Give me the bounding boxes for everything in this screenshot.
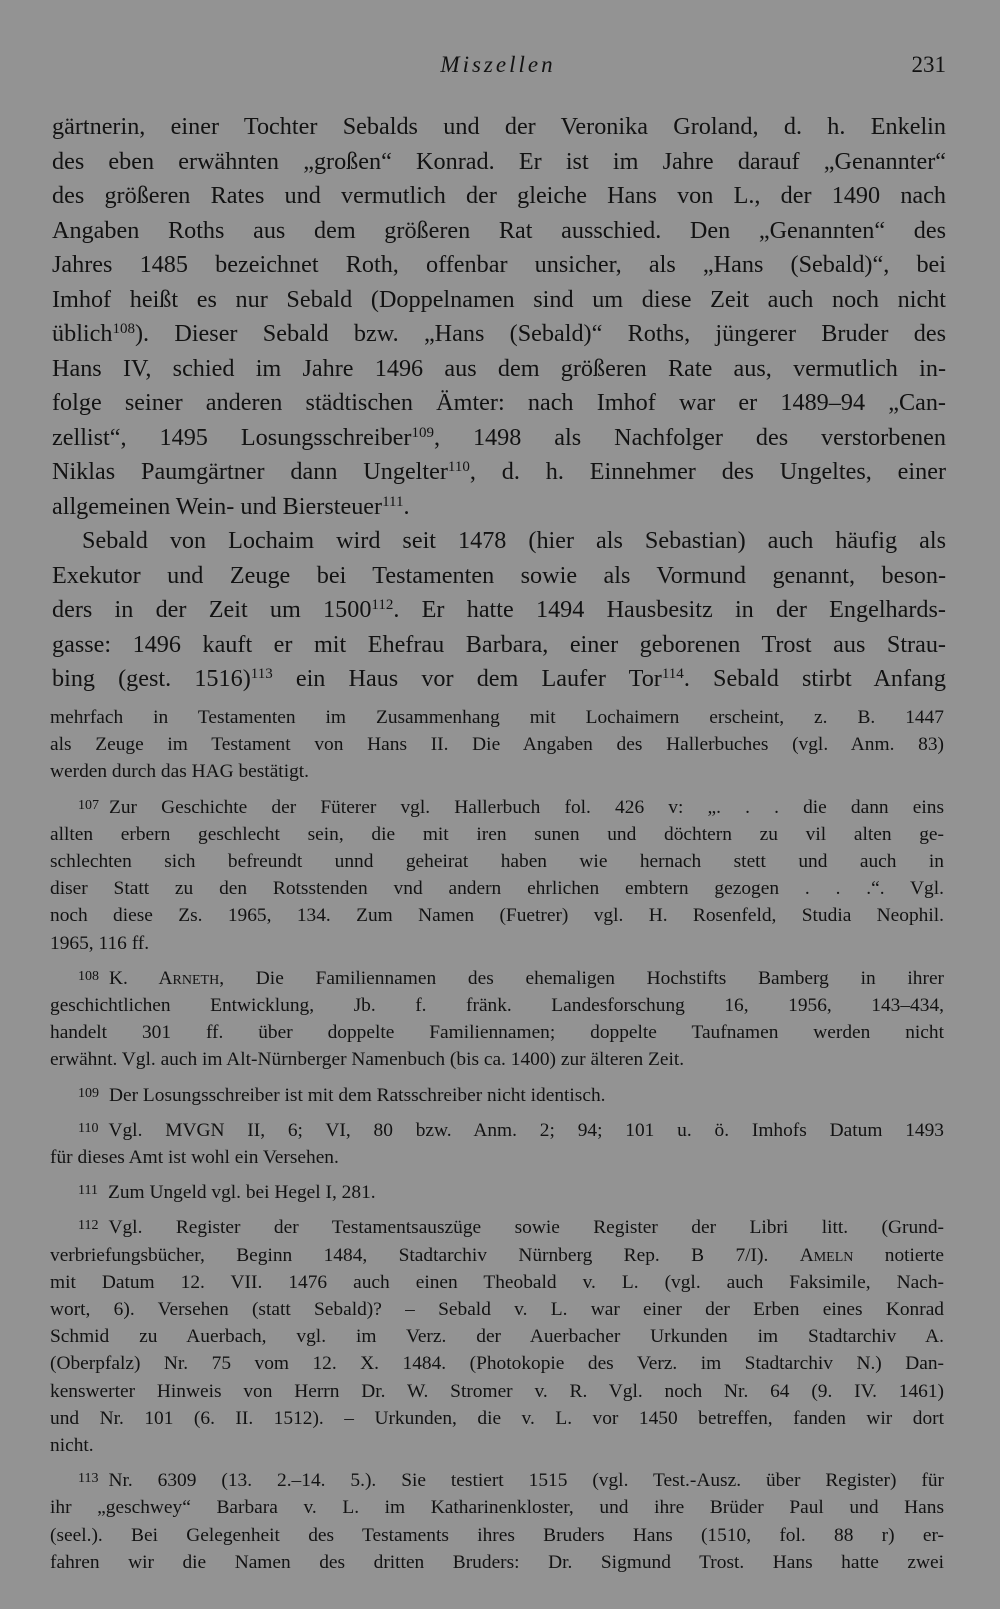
- text-run: Niklas Paumgärtner dann Ungelter: [52, 458, 448, 485]
- body-line: [52, 559, 946, 594]
- running-title: Miszellen: [440, 52, 556, 77]
- footnotes: [50, 704, 944, 1576]
- footnote-number: 112: [78, 1218, 99, 1234]
- body-line: [52, 317, 946, 352]
- body-line: [52, 593, 946, 628]
- text-run: Exekutor und Zeuge bei Testamenten sowie als Vormund genannt, beson-: [52, 561, 946, 589]
- footnote-start-line: [50, 1212, 944, 1241]
- text-run: mit Datum 12. VII. 1476 auch einen Theobald v. L. (vgl. auch Faksimile, Nach-: [50, 1271, 944, 1293]
- body-line: [52, 421, 946, 456]
- text-run: erwähnt. Vgl. auch im Alt-Nürnberger Namenbuch (bis ca. 1400) zur älteren Zeit.: [50, 1049, 685, 1071]
- text-run: Angaben Roths aus dem größeren Rat ausschied. Den „Genannten“ des: [52, 216, 946, 244]
- footnote-start-line: [50, 963, 944, 992]
- body-line: [52, 110, 946, 145]
- footnote-number: 108: [78, 968, 99, 984]
- page-number: 231: [911, 52, 946, 77]
- footnote-number: 111: [78, 1183, 98, 1199]
- text-run: üblich: [52, 320, 113, 347]
- text-run: als Zeuge im Testament von Hans II. Die Angaben des Hallerbuches (vgl. Anm. 83): [50, 734, 944, 756]
- text-run: , d. h. Einnehmer des Ungeltes, einer: [469, 458, 946, 485]
- text-run: Vgl. MVGN II, 6; VI, 80 bzw. Anm. 2; 94; 101 u. ö. Imhofs Datum 1493: [108, 1119, 944, 1141]
- footnote-line: [50, 848, 944, 875]
- text-run: ders in der Zeit um 1500: [52, 596, 372, 623]
- text-run: Zum Ungeld vgl. bei Hegel I, 281.: [107, 1182, 376, 1204]
- footnote-line: [50, 758, 944, 785]
- text-run: mehrfach in Testamenten im Zusammenhang mit Lochaimern erscheint, z. B. 1447: [50, 707, 944, 728]
- footnote-line: [50, 992, 944, 1019]
- footnote-ref: 108: [112, 321, 135, 337]
- text-run: . Er hatte 1494 Hausbesitz in der Engelhards-: [393, 596, 946, 623]
- text-run: .: [403, 492, 410, 520]
- footnote-line: [50, 902, 944, 929]
- footnote-line: [50, 1350, 944, 1377]
- footnote-ref: 113: [250, 666, 273, 682]
- text-run: allten erbern geschlecht sein, die mit iren sunen und döchtern zu vil alten ge-: [50, 823, 944, 845]
- text-run: diser Statt zu den Rotsstenden vnd andern ehrlichen embtern gezogen . . .“. Vgl.: [50, 878, 944, 900]
- footnote-line: [50, 1494, 944, 1521]
- running-head: [50, 52, 946, 86]
- text-run: Jahres 1485 bezeichnet Roth, offenbar unsicher, als „Hans (Sebald)“, bei: [52, 251, 946, 278]
- text-run: Imhof heißt es nur Sebald (Doppelnamen sind um diese Zeit auch noch nicht: [52, 285, 946, 313]
- footnote-line: [50, 875, 944, 902]
- text-run: bing (gest. 1516): [52, 665, 251, 692]
- body-line: [52, 145, 946, 180]
- body-line: [52, 248, 946, 283]
- footnote-number: 109: [78, 1085, 99, 1101]
- text-run: , Die Familiennamen des ehemaligen Hochstifts Bamberg in ihrer: [219, 967, 945, 989]
- footnote-line: [50, 1405, 944, 1432]
- text-run: Zur Geschichte der Füterer vgl. Hallerbuch fol. 426 v: „. . . die dann eins: [109, 796, 944, 818]
- text-run: allgemeinen Wein- und Biersteuer: [52, 492, 383, 520]
- text-run: des eben erwähnten „großen“ Konrad. Er ist im Jahre darauf „Genannter“: [52, 147, 946, 175]
- footnote-ref: 114: [661, 666, 684, 682]
- footnote-ref: 111: [382, 493, 404, 510]
- text-run: kenswerter Hinweis von Herrn Dr. W. Stromer v. R. Vgl. noch Nr. 64 (9. IV. 1461): [50, 1380, 944, 1402]
- text-run: Hans IV, schied im Jahre 1496 aus dem größeren Rate aus, vermutlich in-: [52, 354, 946, 382]
- footnote-line: [50, 1046, 944, 1073]
- footnote-line: [50, 1242, 944, 1269]
- text-run: und Nr. 101 (6. II. 1512). – Urkunden, die v. L. vor 1450 betreffen, fanden wir dort: [50, 1407, 944, 1429]
- body-line: [52, 179, 946, 214]
- body-line: [52, 490, 946, 525]
- text-run: folge seiner anderen städtischen Ämter: nach Imhof war er 1489–94 „Can-: [52, 389, 946, 416]
- footnote-line: [50, 1432, 944, 1459]
- footnote-start-line: [50, 1115, 944, 1144]
- footnote-start-line: [50, 792, 944, 821]
- footnote-line: [50, 1296, 944, 1323]
- text-run: für dieses Amt ist wohl ein Versehen.: [50, 1147, 339, 1169]
- text-run: fahren wir die Namen des dritten Bruders: Dr. Sigmund Trost. Hans hatte zwei: [50, 1551, 944, 1573]
- footnote-number: 113: [78, 1471, 99, 1487]
- footnote-ref: 112: [371, 597, 394, 613]
- body-text: [52, 110, 946, 697]
- footnote-line: [50, 1378, 944, 1405]
- text-run: handelt 301 ff. über doppelte Familiennamen; doppelte Taufnamen werden nicht: [50, 1022, 944, 1044]
- text-run: noch diese Zs. 1965, 134. Zum Namen (Fuetrer) vgl. H. Rosenfeld, Studia Neophil.: [50, 905, 944, 927]
- text-run: notierte: [853, 1244, 944, 1266]
- text-run: Schmid zu Auerbach, vgl. im Verz. der Auerbacher Urkunden im Stadtarchiv A.: [50, 1326, 944, 1348]
- text-run: geschichtlichen Entwicklung, Jb. f. fränk. Landesforschung 16, 1956, 143–434,: [50, 995, 944, 1017]
- body-line: [52, 662, 946, 697]
- text-run: ein Haus vor dem Laufer Tor: [272, 665, 662, 692]
- body-line: [52, 628, 946, 663]
- footnote-number: 110: [78, 1120, 99, 1136]
- body-line: [52, 283, 946, 318]
- text-run: 1965, 116 ff.: [50, 932, 150, 954]
- text-run: Sebald von Lochaim wird seit 1478 (hier als Sebastian) auch häufig als: [82, 527, 946, 554]
- text-run: nicht.: [50, 1435, 94, 1457]
- body-line: [52, 352, 946, 387]
- footnote-line: [50, 821, 944, 848]
- text-run: zellist“, 1495 Losungsschreiber: [52, 423, 412, 451]
- footnote-start-line: [50, 1465, 944, 1494]
- text-run: gärtnerin, einer Tochter Sebalds und der Veronika Groland, d. h. Enkelin: [52, 113, 946, 140]
- text-run: ). Dieser Sebald bzw. „Hans (Sebald)“ Roths, jüngerer Bruder des: [134, 320, 946, 347]
- footnote-line: [50, 704, 944, 731]
- footnote-line: [50, 1323, 944, 1350]
- footnote-line: [50, 1522, 944, 1549]
- body-line: [52, 524, 946, 559]
- text-run: Vgl. Register der Testamentsauszüge sowie Register der Libri litt. (Grund-: [108, 1217, 944, 1239]
- footnote-line: [50, 731, 944, 758]
- footnote-line: [50, 1269, 944, 1296]
- text-run: Der Losungsschreiber ist mit dem Ratsschreiber nicht identisch.: [109, 1084, 606, 1106]
- text-run: werden durch das HAG bestätigt.: [50, 761, 310, 783]
- body-line: [52, 386, 946, 421]
- footnote-line: [50, 1019, 944, 1046]
- footnote-number: 107: [78, 797, 99, 813]
- author-name: Ameln: [799, 1244, 854, 1266]
- footnote-start-line: [50, 1177, 944, 1206]
- footnote-line: [50, 1144, 944, 1171]
- text-run: (seel.). Bei Gelegenheit des Testaments ihres Bruders Hans (1510, fol. 88 r) er-: [50, 1524, 944, 1546]
- author-name: K. Arneth: [109, 967, 220, 989]
- text-run: verbriefungsbücher, Beginn 1484, Stadtarchiv Nürnberg Rep. B 7/I).: [50, 1244, 800, 1266]
- text-run: gasse: 1496 kauft er mit Ehefrau Barbara, einer geborenen Trost aus Strau-: [52, 630, 946, 658]
- text-run: Nr. 6309 (13. 2.–14. 5.). Sie testiert 1515 (vgl. Test.-Ausz. über Register) für: [108, 1470, 944, 1492]
- footnote-start-line: [50, 1080, 944, 1109]
- text-run: ihr „geschwey“ Barbara v. L. im Katharinenkloster, und ihre Brüder Paul und Hans: [50, 1497, 944, 1519]
- footnote-line: [50, 930, 944, 957]
- text-run: (Oberpfalz) Nr. 75 vom 12. X. 1484. (Photokopie des Verz. im Stadtarchiv N.) Dan-: [50, 1353, 944, 1375]
- text-run: . Sebald stirbt Anfang: [683, 665, 946, 692]
- text-run: , 1498 als Nachfolger des verstorbenen: [433, 423, 946, 451]
- footnote-ref: 110: [447, 459, 470, 475]
- body-line: [52, 455, 946, 490]
- text-run: schlechten sich befreundt unnd geheirat haben wie hernach stett und auch in: [50, 851, 944, 873]
- footnote-ref: 109: [411, 424, 434, 441]
- footnote-line: [50, 1549, 944, 1576]
- text-run: wort, 6). Versehen (statt Sebald)? – Sebald v. L. war einer der Erben eines Konrad: [50, 1299, 944, 1321]
- text-run: des größeren Rates und vermutlich der gleiche Hans von L., der 1490 nach: [52, 182, 946, 209]
- body-line: [52, 214, 946, 249]
